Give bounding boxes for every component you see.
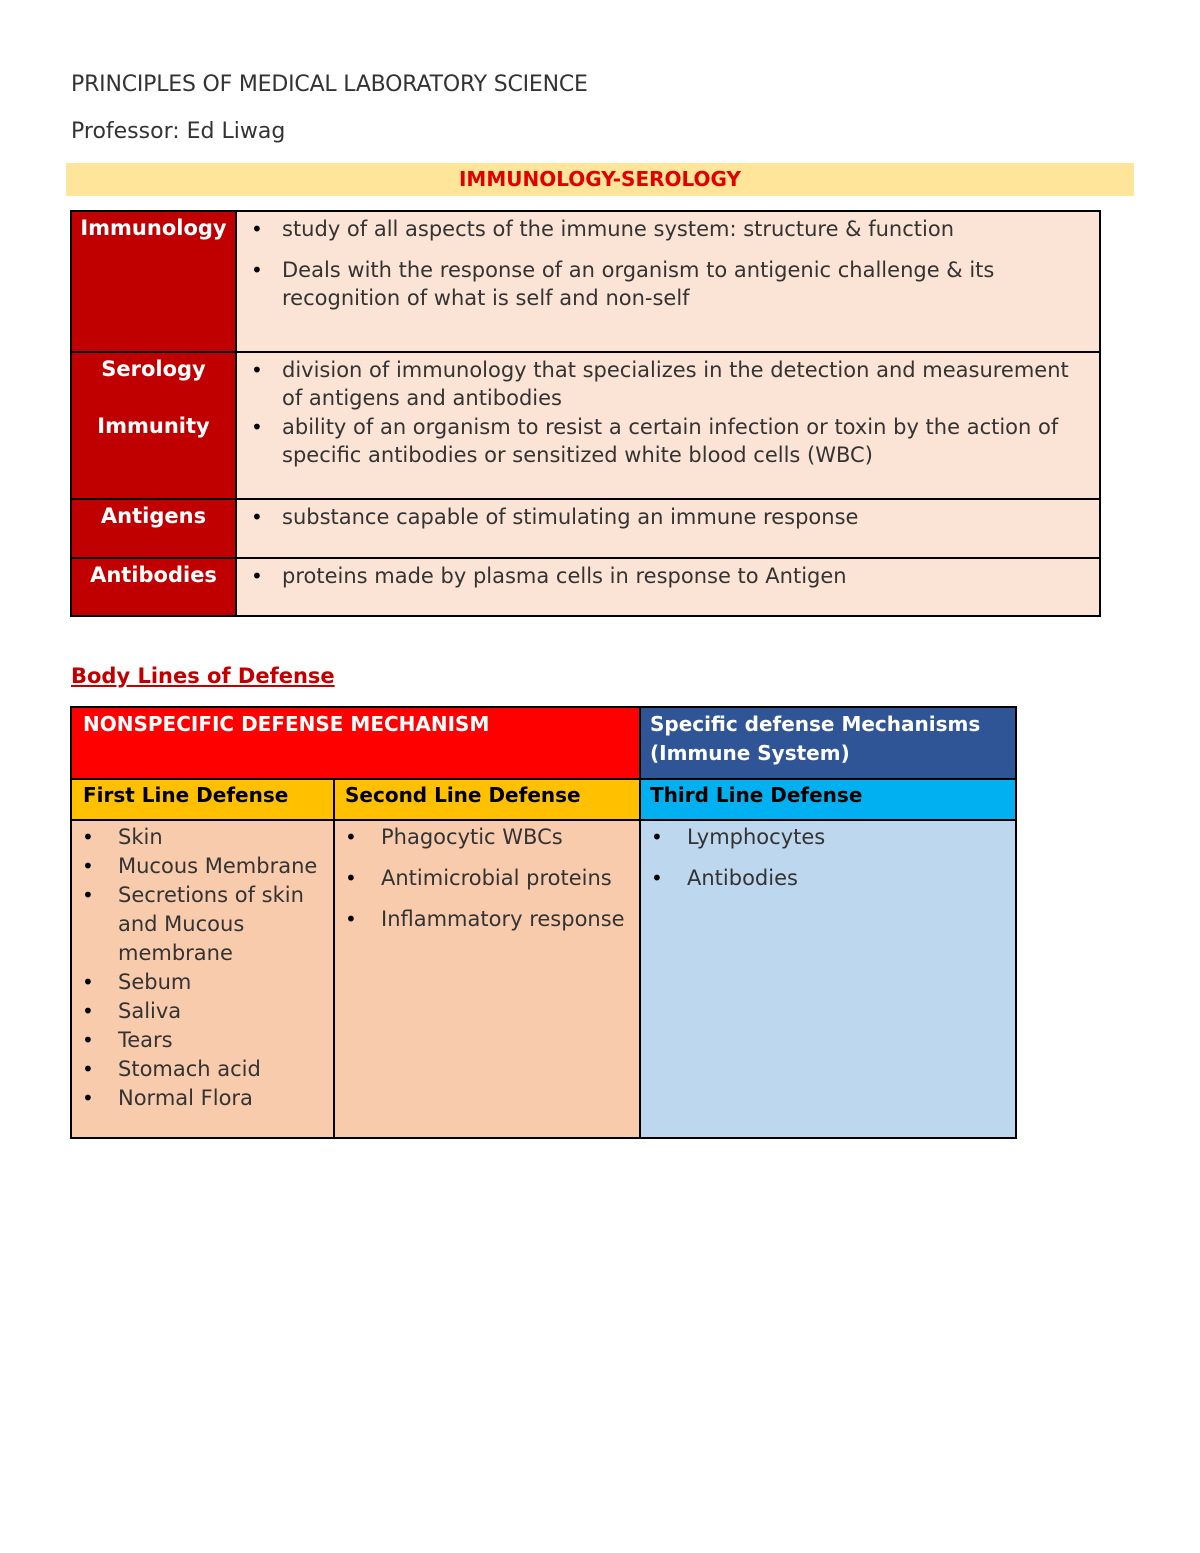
list-item: • Stomach acid <box>78 1055 327 1084</box>
section-banner: IMMUNOLOGY-SEROLOGY <box>66 163 1134 196</box>
definition-cell <box>237 500 1099 557</box>
list-item: • Mucous Membrane <box>78 852 327 881</box>
third-line-header: Third Line Defense <box>641 780 1015 821</box>
nonspecific-header: NONSPECIFIC DEFENSE MECHANISM <box>72 708 641 780</box>
course-title: PRINCIPLES OF MEDICAL LABORATORY SCIENCE <box>71 72 588 97</box>
list-item: • substance capable of stimulating an immune response <box>247 503 1089 531</box>
term-cell: Antibodies <box>72 559 237 615</box>
definition-row <box>72 410 1099 498</box>
specific-header: Specific defense Mechanisms (Immune System) <box>641 708 1015 780</box>
definition-cell <box>237 212 1099 351</box>
list-item: • Tears <box>78 1026 327 1055</box>
definition-row <box>72 557 1099 615</box>
list-item: • Antibodies <box>647 864 1009 893</box>
list-item: • Lymphocytes <box>647 823 1009 852</box>
list-item: • study of all aspects of the immune system: structure & function <box>247 215 1089 243</box>
definition-cell <box>237 353 1099 410</box>
first-line-header: First Line Defense <box>72 780 335 821</box>
list-item: • Normal Flora <box>78 1084 327 1113</box>
first-line-list <box>72 821 335 1137</box>
term-cell: Immunity <box>72 410 237 498</box>
term-cell: Serology <box>72 353 237 410</box>
list-item: • division of immunology that specializes in the detection and measurement of antigens and antibodies <box>247 356 1089 412</box>
term-cell: Immunology <box>72 212 237 351</box>
definition-cell <box>237 559 1099 615</box>
section-title: Body Lines of Defense <box>71 664 335 688</box>
list-item: • proteins made by plasma cells in response to Antigen <box>247 562 1089 590</box>
definition-row <box>72 498 1099 557</box>
list-item: • Sebum <box>78 968 327 997</box>
list-item: • Inflammatory response <box>341 905 633 934</box>
definition-row <box>72 212 1099 351</box>
professor-name: Professor: Ed Liwag <box>71 119 286 144</box>
defense-table <box>70 706 1017 1139</box>
second-line-list <box>335 821 641 1137</box>
list-item: • Skin <box>78 823 327 852</box>
list-item: • Saliva <box>78 997 327 1026</box>
list-item: • Antimicrobial proteins <box>341 864 633 893</box>
definitions-table <box>70 210 1101 617</box>
second-line-header: Second Line Defense <box>335 780 641 821</box>
third-line-list <box>641 821 1015 1137</box>
list-item: • ability of an organism to resist a certain infection or toxin by the action of specific antibodies or sensitized white blood cells (WBC) <box>247 413 1089 469</box>
list-item: • Secretions of skin and Mucous membrane <box>78 881 327 968</box>
term-cell: Antigens <box>72 500 237 557</box>
definition-row <box>72 351 1099 410</box>
list-item: • Deals with the response of an organism to antigenic challenge & its recognition of what is self and non-self <box>247 256 1089 312</box>
definition-cell <box>237 410 1099 498</box>
list-item: • Phagocytic WBCs <box>341 823 633 852</box>
